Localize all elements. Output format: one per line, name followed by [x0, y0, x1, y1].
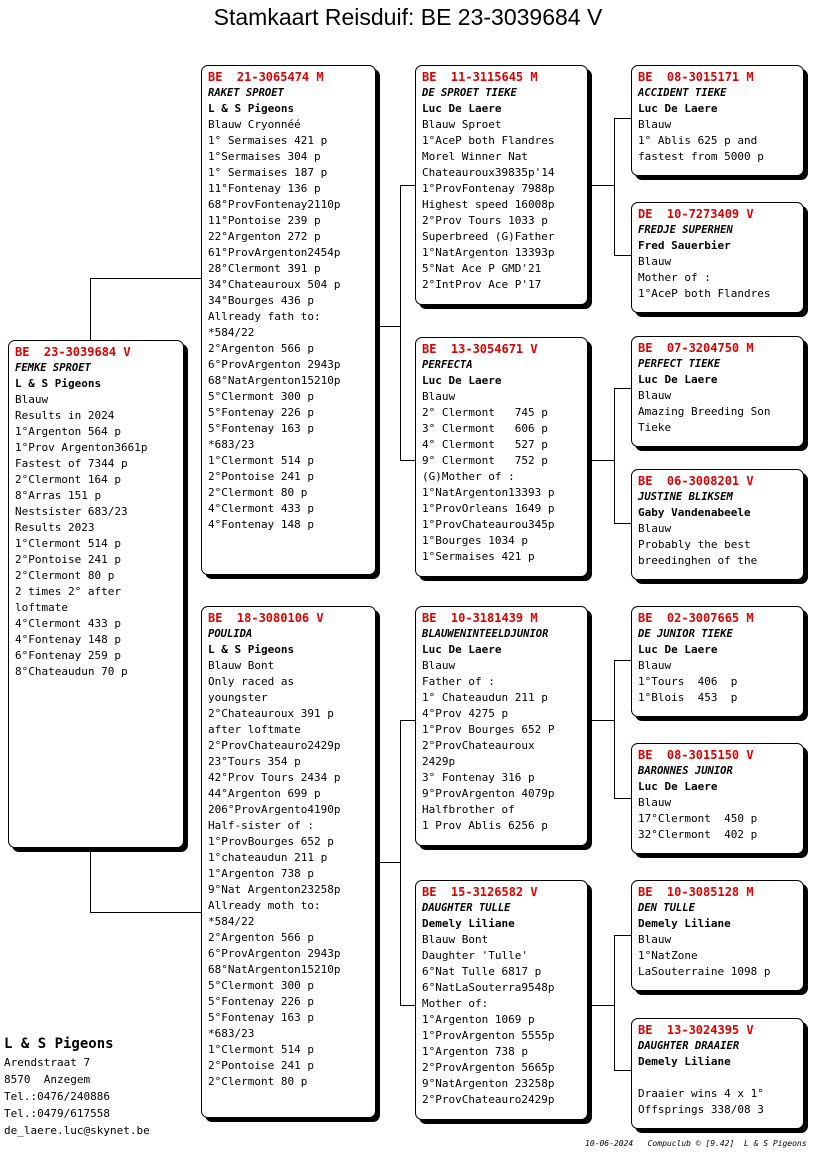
detail-line: Mother of : — [638, 271, 711, 284]
detail-line: 5°Clermont 300 p — [208, 390, 314, 403]
detail-line: 22°Argenton 272 p — [208, 230, 321, 243]
detail-line: 1°Sermaises 421 p — [422, 550, 535, 563]
detail-line: 1°Clermont 514 p — [208, 1043, 314, 1056]
detail-line: 2°ProvChateauro2429p — [208, 739, 341, 752]
detail-line: 1°AceP both Flandres — [638, 287, 771, 300]
ring-number: BE 15-3126582 V — [422, 885, 538, 899]
detail-line: LaSouterraine 1098 p — [638, 965, 771, 978]
owner-name: Demely Liliane — [422, 917, 515, 930]
pigeon-card-subject — [8, 340, 184, 848]
connector-line — [588, 460, 614, 461]
ring-number: BE 18-3080106 V — [208, 611, 324, 625]
detail-line: Blauw Bont — [208, 659, 275, 672]
owner-name: Luc De Laere — [422, 643, 502, 656]
detail-line: 6°ProvArgenton 2943p — [208, 947, 341, 960]
detail-line: 11°Fontenay 136 p — [208, 182, 321, 195]
detail-line: 68°NatArgenton15210p — [208, 374, 341, 387]
connector-line — [90, 278, 91, 340]
connector-line — [90, 912, 204, 913]
detail-line: loftmate — [15, 601, 68, 614]
detail-line: 9°Nat Argenton23258p — [208, 883, 341, 896]
detail-line: Daughter 'Tulle' — [422, 949, 528, 962]
connector-line — [614, 388, 615, 523]
connector-line — [400, 720, 401, 1005]
owner-name: L & S Pigeons — [208, 643, 295, 656]
owner-name: Luc De Laere — [422, 374, 502, 387]
detail-line: 42°Prov Tours 2434 p — [208, 771, 341, 784]
breeder-name: L & S Pigeons — [4, 1036, 114, 1052]
detail-line: 1°Prov Argenton3661p — [15, 441, 148, 454]
detail-line: Probably the best — [638, 538, 751, 551]
pigeon-card-fff — [631, 65, 804, 176]
detail-line: 1°Prov Bourges 652 P — [422, 723, 555, 736]
connector-line — [588, 1005, 614, 1006]
detail-line: 1° Sermaises 421 p — [208, 134, 328, 147]
detail-line: 17°Clermont 450 p — [638, 812, 758, 825]
owner-name: Luc De Laere — [638, 102, 718, 115]
detail-line: Offsprings 338/08 3 — [638, 1103, 764, 1116]
detail-line: 4° Clermont 527 p — [422, 438, 548, 451]
detail-line: Blauw — [638, 796, 672, 809]
detail-line: 2°Argenton 566 p — [208, 342, 314, 355]
detail-line: 4°Clermont 433 p — [208, 502, 314, 515]
detail-line: Highest speed 16008p — [422, 198, 555, 211]
detail-line: 4°Fontenay 148 p — [15, 633, 121, 646]
detail-line: 1°ProvBourges 652 p — [208, 835, 334, 848]
pigeon-card-father — [201, 65, 376, 575]
pigeon-name: DAUGHTER TULLE — [422, 902, 511, 914]
detail-line: 68°ProvFontenay2110p — [208, 198, 341, 211]
pigeon-name: FREDJE SUPERHEN — [638, 224, 733, 236]
detail-line: 4°Clermont 433 p — [15, 617, 121, 630]
owner-name: Luc De Laere — [638, 373, 718, 386]
detail-line: Chateauroux39835p'14 — [422, 166, 555, 179]
connector-line — [376, 862, 400, 863]
detail-line: Blauw — [15, 393, 49, 406]
breeder-tel-2: Tel.:0479/617558 — [4, 1107, 110, 1120]
detail-line: 3° Clermont 606 p — [422, 422, 548, 435]
detail-line: 6°Fontenay 259 p — [15, 649, 121, 662]
connector-line — [588, 720, 614, 721]
detail-line: Mother of: — [422, 997, 489, 1010]
ring-number: DE 10-7273409 V — [638, 207, 754, 221]
detail-line: 2°ProvArgenton 5665p — [422, 1061, 555, 1074]
detail-line: 2°Prov Tours 1033 p — [422, 214, 548, 227]
detail-line: 9°ProvArgenton 4079p — [422, 787, 555, 800]
detail-line: 206°ProvArgento4190p — [208, 803, 341, 816]
detail-line: 2° Clermont 745 p — [422, 406, 548, 419]
detail-line: Father of : — [422, 675, 495, 688]
ring-number: BE 07-3204750 M — [638, 341, 754, 355]
detail-line: Fastest of 7344 p — [15, 457, 128, 470]
connector-line — [90, 278, 204, 279]
detail-line: fastest from 5000 p — [638, 150, 764, 163]
detail-line: 28°Clermont 391 p — [208, 262, 321, 275]
connector-line — [90, 848, 91, 912]
detail-line: *584/22 — [208, 326, 255, 339]
ring-number: BE 10-3181439 M — [422, 611, 538, 625]
detail-line: 2°Clermont 80 p — [15, 569, 115, 582]
detail-line: Blauw — [638, 118, 672, 131]
detail-line: 6°Nat Tulle 6817 p — [422, 965, 542, 978]
detail-line: Amazing Breeding Son — [638, 405, 771, 418]
pigeon-card-mother — [201, 606, 376, 1118]
pigeon-card-fmm — [631, 469, 804, 580]
owner-name: L & S Pigeons — [208, 102, 295, 115]
footer-credit: 10-06-2024 Compuclub © [9.42] L & S Pigeons — [585, 1139, 807, 1148]
pigeon-card-father-mother — [415, 337, 588, 577]
pigeon-name: BLAUWENINTEELDJUNIOR — [422, 628, 549, 640]
pigeon-name: DEN TULLE — [638, 902, 695, 914]
detail-line: Blauw — [422, 659, 456, 672]
detail-line: 1° Chateaudun 211 p — [422, 691, 548, 704]
detail-line: Blauw — [638, 389, 672, 402]
detail-line: 1°Argenton 738 p — [208, 867, 314, 880]
detail-line: 1°Blois 453 p — [638, 691, 738, 704]
pigeon-name: JUSTINE BLIKSEM — [638, 491, 733, 503]
detail-line: *683/23 — [208, 438, 255, 451]
detail-line: 1°Clermont 514 p — [15, 537, 121, 550]
detail-line: 9°NatArgenton 23258p — [422, 1077, 555, 1090]
detail-line: 34°Chateauroux 504 p — [208, 278, 341, 291]
breeder-street: Arendstraat 7 — [4, 1056, 91, 1069]
detail-line: 2°Clermont 80 p — [208, 1075, 308, 1088]
detail-line: 44°Argenton 699 p — [208, 787, 321, 800]
detail-line: 1°NatZone — [638, 949, 698, 962]
detail-line: 2°ProvChateauroux — [422, 739, 535, 752]
detail-line: Half-sister of : — [208, 819, 314, 832]
detail-line: Blauw — [638, 255, 672, 268]
ring-number: BE 11-3115645 M — [422, 70, 538, 84]
pigeon-card-mother-mother — [415, 880, 588, 1120]
pigeon-name: RAKET SPROET — [208, 87, 284, 99]
detail-line: 1°chateaudun 211 p — [208, 851, 328, 864]
breeder-info — [4, 1034, 150, 1139]
detail-line: 1°ProvArgenton 5555p — [422, 1029, 555, 1042]
pigeon-card-mother-father — [415, 606, 588, 846]
detail-line: Halfbrother of — [422, 803, 515, 816]
detail-line: Superbreed (G)Father — [422, 230, 555, 243]
pigeon-name: DE SPROET TIEKE — [422, 87, 517, 99]
detail-line: 5°Fontenay 226 p — [208, 406, 314, 419]
ring-number: BE 08-3015150 V — [638, 748, 754, 762]
detail-line: 1°NatArgenton 13393p — [422, 246, 555, 259]
detail-line: 6°NatLaSouterra9548p — [422, 981, 555, 994]
detail-line: Nestsister 683/23 — [15, 505, 128, 518]
detail-line: *683/23 — [208, 1027, 255, 1040]
detail-line: 61°ProvArgenton2454p — [208, 246, 341, 259]
pigeon-card-mmf — [631, 880, 804, 991]
detail-line: 5°Fontenay 163 p — [208, 422, 314, 435]
detail-line: 5°Nat Ace P GMD'21 — [422, 262, 542, 275]
detail-line: 1° Ablis 625 p and — [638, 134, 758, 147]
detail-line: 1°Argenton 738 p — [422, 1045, 528, 1058]
pigeon-name: PERFECT TIEKE — [638, 358, 721, 370]
connector-line — [588, 185, 614, 186]
pigeon-card-mmm — [631, 1018, 804, 1129]
pigeon-name: PERFECTA — [422, 359, 473, 371]
ring-number: BE 10-3085128 M — [638, 885, 754, 899]
detail-line: Blauw Sproet — [422, 118, 502, 131]
detail-line: 1 Prov Ablis 6256 p — [422, 819, 548, 832]
detail-line: 2 times 2° after — [15, 585, 121, 598]
detail-line: 2°Argenton 566 p — [208, 931, 314, 944]
detail-line: Tieke — [638, 421, 672, 434]
pigeon-name: BARONNES JUNIOR — [638, 765, 733, 777]
detail-line: 2°ProvChateauro2429p — [422, 1093, 555, 1106]
detail-line: 6°ProvArgenton 2943p — [208, 358, 341, 371]
detail-line: 1°Bourges 1034 p — [422, 534, 528, 547]
connector-line — [400, 185, 401, 460]
detail-line: Blauw Cryonnéé — [208, 118, 301, 131]
owner-name: Demely Liliane — [638, 917, 731, 930]
detail-line: youngster — [208, 691, 268, 704]
detail-line: 1° Sermaises 187 p — [208, 166, 328, 179]
pigeon-card-mfm — [631, 743, 804, 854]
detail-line: 5°Fontenay 163 p — [208, 1011, 314, 1024]
detail-line: 5°Fontenay 226 p — [208, 995, 314, 1008]
pigeon-card-mff — [631, 606, 804, 717]
owner-name: Luc De Laere — [422, 102, 502, 115]
detail-line: 1°Tours 406 p — [638, 675, 738, 688]
breeder-city: 8570 Anzegem — [4, 1073, 91, 1086]
detail-line: 1°AceP both Flandres — [422, 134, 555, 147]
detail-line: 9° Clermont 752 p — [422, 454, 548, 467]
ring-number: BE 08-3015171 M — [638, 70, 754, 84]
connector-line — [376, 326, 400, 327]
detail-line: after loftmate — [208, 723, 301, 736]
pigeon-name: FEMKE SPROET — [15, 362, 91, 374]
detail-line: 1°NatArgenton13393 p — [422, 486, 555, 499]
detail-line: 2°Clermont 164 p — [15, 473, 121, 486]
detail-line: Blauw — [638, 659, 672, 672]
pigeon-name: DAUGHTER DRAAIER — [638, 1040, 740, 1052]
ring-number: BE 23-3039684 V — [15, 345, 131, 359]
detail-line: 1°Sermaises 304 p — [208, 150, 321, 163]
owner-name: Gaby Vandenabeele — [638, 506, 751, 519]
detail-line: Morel Winner Nat — [422, 150, 528, 163]
detail-line: 68°NatArgenton15210p — [208, 963, 341, 976]
pigeon-name: ACCIDENT TIEKE — [638, 87, 727, 99]
detail-line: Allready fath to: — [208, 310, 321, 323]
detail-line: 4°Fontenay 148 p — [208, 518, 314, 531]
detail-line: Results in 2024 — [15, 409, 115, 422]
breeder-tel-1: Tel.:0476/240886 — [4, 1090, 110, 1103]
detail-line: Results 2023 — [15, 521, 95, 534]
detail-line: Blauw Bont — [422, 933, 489, 946]
owner-name: Demely Liliane — [638, 1055, 731, 1068]
detail-line: 2°Pontoise 241 p — [208, 1059, 314, 1072]
detail-line: Draaier wins 4 x 1° — [638, 1087, 764, 1100]
detail-line: 1°ProvOrleans 1649 p — [422, 502, 555, 515]
breeder-email: de_laere.luc@skynet.be — [4, 1124, 150, 1137]
detail-line — [638, 1070, 799, 1086]
owner-name: Fred Sauerbier — [638, 239, 731, 252]
owner-name: Luc De Laere — [638, 780, 718, 793]
detail-line: Blauw — [638, 522, 672, 535]
pigeon-name: DE JUNIOR TIEKE — [638, 628, 733, 640]
pigeon-card-fmf — [631, 336, 804, 447]
detail-line: 1°ProvFontenay 7988p — [422, 182, 555, 195]
connector-line — [614, 118, 615, 255]
detail-line: 2°Clermont 80 p — [208, 486, 308, 499]
page-title: Stamkaart Reisduif: BE 23-3039684 V — [213, 4, 603, 30]
detail-line: 2°IntProv Ace P'17 — [422, 278, 542, 291]
ring-number: BE 02-3007665 M — [638, 611, 754, 625]
owner-name: L & S Pigeons — [15, 377, 102, 390]
pigeon-card-father-father — [415, 65, 588, 305]
detail-line: 2°Pontoise 241 p — [15, 553, 121, 566]
detail-line: (G)Mother of : — [422, 470, 515, 483]
ring-number: BE 21-3065474 M — [208, 70, 324, 84]
connector-line — [614, 660, 615, 798]
detail-line: 2°Chateauroux 391 p — [208, 707, 334, 720]
detail-line: 8°Chateaudun 70 p — [15, 665, 128, 678]
detail-line: 8°Arras 151 p — [15, 489, 102, 502]
detail-line: 32°Clermont 402 p — [638, 828, 758, 841]
ring-number: BE 13-3024395 V — [638, 1023, 754, 1037]
detail-line: Blauw — [422, 390, 456, 403]
detail-line: 1°Argenton 1069 p — [422, 1013, 535, 1026]
owner-name: Luc De Laere — [638, 643, 718, 656]
detail-line: 1°Clermont 514 p — [208, 454, 314, 467]
pigeon-card-ffm — [631, 202, 804, 313]
detail-line: 3° Fontenay 316 p — [422, 771, 535, 784]
detail-line: 1°Argenton 564 p — [15, 425, 121, 438]
ring-number: BE 06-3008201 V — [638, 474, 754, 488]
detail-line: 34°Bourges 436 p — [208, 294, 314, 307]
detail-line: 1°ProvChateaurou345p — [422, 518, 555, 531]
detail-line: Only raced as — [208, 675, 295, 688]
detail-line: 5°Clermont 300 p — [208, 979, 314, 992]
detail-line: 23°Tours 354 p — [208, 755, 301, 768]
connector-line — [614, 935, 615, 1070]
detail-line: 11°Pontoise 239 p — [208, 214, 321, 227]
pigeon-name: POULIDA — [208, 628, 253, 640]
detail-line: *584/22 — [208, 915, 255, 928]
detail-line: Allready moth to: — [208, 899, 321, 912]
ring-number: BE 13-3054671 V — [422, 342, 538, 356]
detail-line: 4°Prov 4275 p — [422, 707, 509, 720]
detail-line: breedinghen of the — [638, 554, 758, 567]
detail-line: 2°Pontoise 241 p — [208, 470, 314, 483]
detail-line: Blauw — [638, 933, 672, 946]
detail-line: 2429p — [422, 755, 456, 768]
